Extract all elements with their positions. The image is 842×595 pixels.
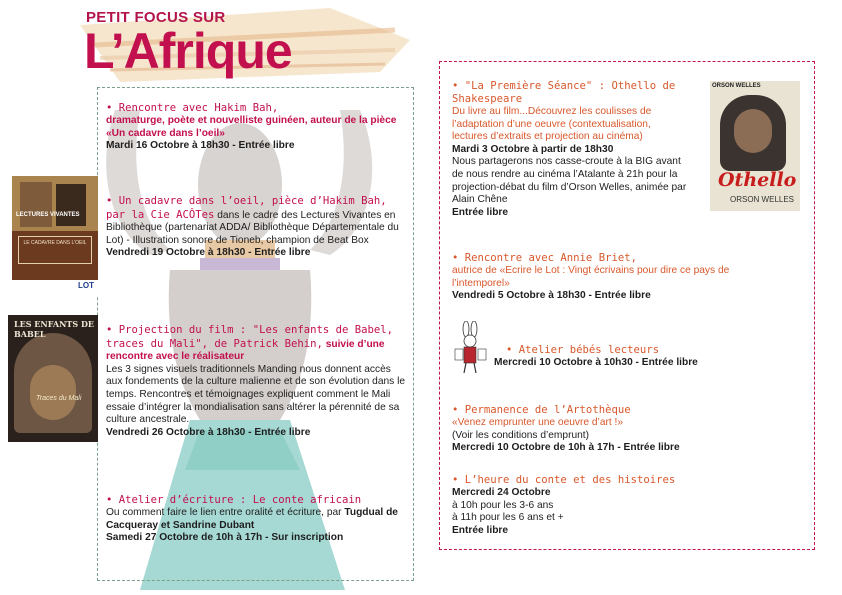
event-body: Ou comment faire le lien entre oralité et écriture, par bbox=[106, 507, 345, 518]
event-rencontre-annie-briet bbox=[452, 252, 752, 303]
event-date: Mercredi 24 Octobre bbox=[452, 487, 551, 498]
event-subtitle: «Venez emprunter une oeuvre d’art !» bbox=[452, 417, 624, 428]
event-artotheque bbox=[452, 404, 752, 455]
event-entry: Entrée libre bbox=[452, 524, 509, 536]
event-title: • Atelier d’écriture : Le conte africain bbox=[106, 494, 362, 506]
event-title: • Rencontre avec Annie Briet, bbox=[452, 252, 637, 264]
enfants-de-babel-poster bbox=[8, 315, 98, 442]
othello-poster-top: ORSON WELLES bbox=[712, 83, 761, 89]
othello-poster bbox=[710, 81, 800, 211]
event-subtitle: Du livre au film...Découvrez les coulisses de l’adaptation d’une oeuvre (contextualisation, lectures d’extraits et projection au cinéma) bbox=[452, 106, 652, 143]
event-projection-babel bbox=[106, 324, 408, 439]
white-rabbit-icon bbox=[452, 321, 490, 375]
event-title: • Projection du film : "Les enfants de Babel, traces du Mali", de Patrick Behin, bbox=[106, 324, 394, 350]
event-line: à 11h pour les 6 ans et + bbox=[452, 512, 564, 524]
page-title: L’Afrique bbox=[84, 23, 292, 79]
event-premiere-seance bbox=[452, 80, 688, 219]
event-title: • Permanence de l’Artothèque bbox=[452, 404, 631, 416]
event-atelier-ecriture bbox=[106, 494, 406, 545]
lectures-vivantes-poster bbox=[12, 176, 98, 296]
header-kicker: PETIT FOCUS SUR bbox=[86, 9, 226, 26]
event-date: Samedi 27 Octobre de 10h à 17h - Sur inscription bbox=[106, 532, 344, 544]
event-subtitle: autrice de «Ecrire le Lot : Vingt écrivains pour dire ce pays de l’intemporel» bbox=[452, 265, 730, 289]
event-date: Mardi 3 Octobre à partir de 18h30 bbox=[452, 143, 614, 155]
event-title: • Atelier bébés lecteurs bbox=[506, 344, 660, 356]
event-subtitle: dramaturge, poète et nouvelliste guinéen, auteur de la pièce «Un cadavre dans l’oeil» bbox=[106, 115, 397, 139]
event-body: (Voir les conditions d’emprunt) bbox=[452, 429, 590, 441]
event-line: à 10h pour les 3-6 ans bbox=[452, 499, 554, 511]
event-date: Mardi 16 Octobre à 18h30 - Entrée libre bbox=[106, 140, 295, 152]
event-body-speakers: Tugdual de Cacqueray et Sandrine Dubant bbox=[106, 507, 398, 531]
event-bebes-lecteurs bbox=[494, 344, 774, 370]
event-body: Nous partagerons nos casse-croute à la BIG avant de nous rendre au cinéma l’Atalante à 21h pour la projection-débat du film d’Orson Welles, animée par Alain Chêne bbox=[452, 156, 687, 206]
event-title: • "La Première Séance" : Othello de Shakespeare bbox=[452, 80, 676, 105]
event-date: Mercredi 10 Octobre à 10h30 - Entrée libre bbox=[494, 357, 698, 368]
event-cadavre-oeil bbox=[106, 195, 406, 260]
event-date: Vendredi 5 Octobre à 18h30 - Entrée libre bbox=[452, 290, 651, 302]
event-title: • Un cadavre dans l’oeil, pièce d’Hakim Bah, par la Cie ACÔTes bbox=[106, 195, 387, 221]
othello-poster-title: Othello bbox=[718, 169, 797, 191]
lot-logo: LOT bbox=[78, 281, 94, 290]
babel-poster-subtitle: Traces du Mali bbox=[36, 395, 82, 402]
event-entry: Entrée libre bbox=[452, 206, 509, 218]
othello-poster-bottom: ORSON WELLES bbox=[730, 195, 795, 204]
event-body: dans le cadre des Lectures Vivantes en Bibliothèque (partenariat ADDA/ Bibliothèque Départementale du Lot) - Illustration sonore de Tioneb, champion de Beat Box bbox=[106, 209, 399, 246]
lectures-poster-title: LECTURES VIVANTES bbox=[16, 212, 80, 218]
event-date: Mercredi 10 Octobre de 10h à 17h - Entrée libre bbox=[452, 442, 680, 454]
babel-poster-title: LES ENFANTS DE BABEL bbox=[14, 319, 94, 339]
event-body: Les 3 signes visuels traditionnels Manding nous donnent accès aux fondements de la culture malienne et de son évolution dans le temps. Rencontres et témoignages expliquent comment le Mali essaie d’intégrer la mondialisation sans altérer la pérennité de sa culture ancestrale. bbox=[106, 363, 406, 426]
event-subtitle: suivie d’une rencontre avec le réalisateur bbox=[106, 338, 385, 363]
event-rencontre-hakim-bah bbox=[106, 102, 406, 153]
lectures-poster-subtitle: LE CADAVRE DANS L’OEIL bbox=[18, 236, 92, 264]
event-date: Vendredi 19 Octobre à 18h30 - Entrée libre bbox=[106, 247, 311, 259]
event-title: • Rencontre avec Hakim Bah, bbox=[106, 102, 279, 114]
event-title: • L’heure du conte et des histoires bbox=[452, 474, 676, 486]
event-date: Vendredi 26 Octobre à 18h30 - Entrée libre bbox=[106, 426, 311, 438]
event-heure-du-conte bbox=[452, 474, 752, 537]
